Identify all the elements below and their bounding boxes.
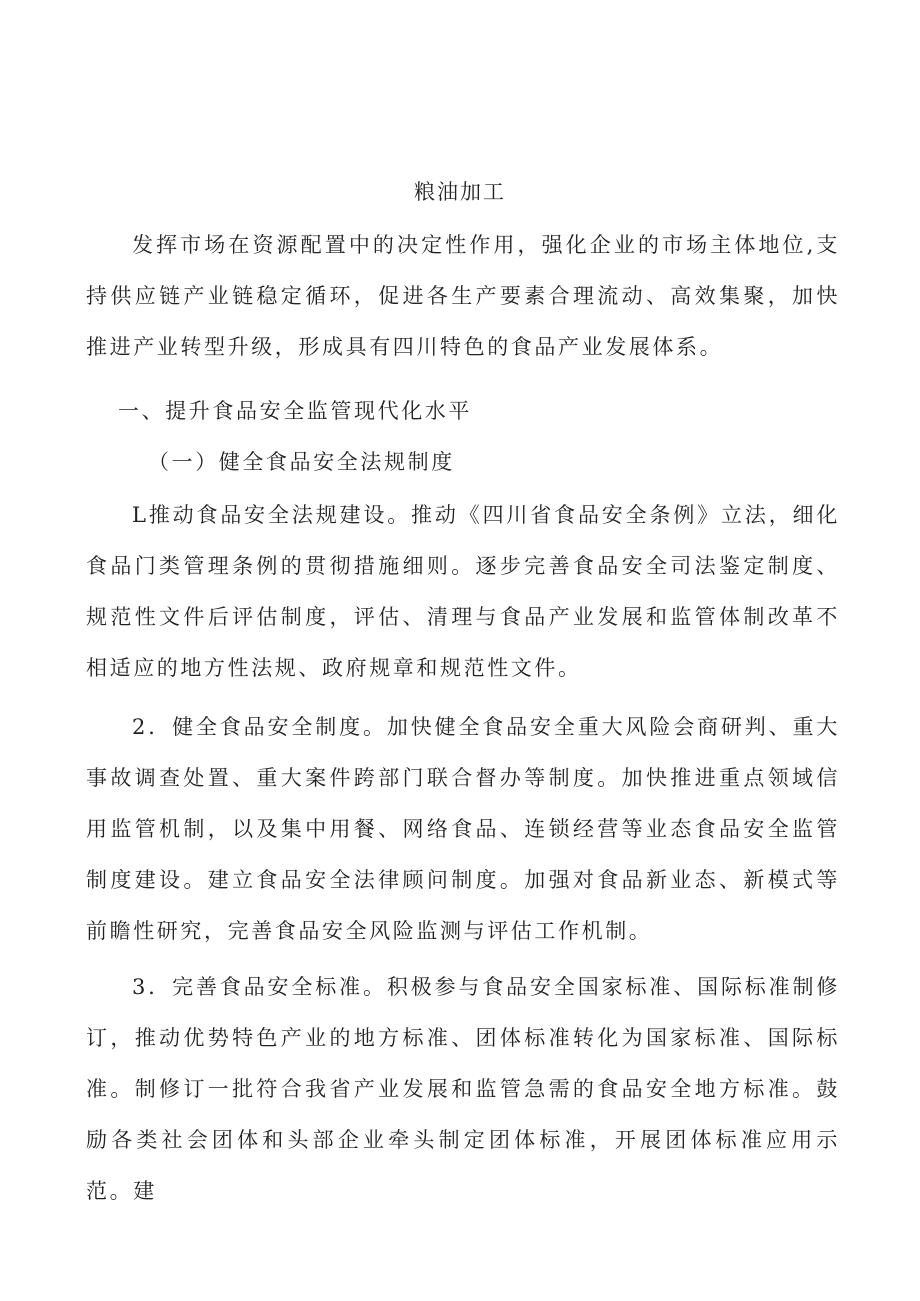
subsection-heading: （一）健全食品安全法规制度	[148, 450, 455, 474]
item-paragraph-2: 2．健全食品安全制度。加快健全食品安全重大风险会商研判、重大事故调查处置、重大案件跨部门联合督办等制度。加快推进重点领域信用监管机制，以及集中用餐、网络食品、连锁经营等业态食品安全监管制度建设。建立食品安全法律顾问制度。加强对食品新业态、新模式等前瞻性研究，完善食品安全风险监测与评估工作机制。	[86, 715, 840, 943]
item-paragraph-3: 3．完善食品安全标准。积极参与食品安全国家标准、国际标准制修订，推动优势特色产业的地方标准、团体标准转化为国家标准、国际标准。制修订一批符合我省产业发展和监管急需的食品安全地方标准。鼓励各类社会团体和头部企业牵头制定团体标准，开展团体标准应用示范。建	[86, 975, 840, 1203]
item-paragraph-1: L推动食品安全法规建设。推动《四川省食品安全条例》立法，细化食品门类管理条例的贯彻措施细则。逐步完善食品安全司法鉴定制度、规范性文件后评估制度，评估、清理与食品产业发展和监管体制改革不相适应的地方性法规、政府规章和规范性文件。	[86, 503, 840, 680]
document-title: 粮油加工	[414, 180, 506, 204]
intro-paragraph: 发挥市场在资源配置中的决定性作用，强化企业的市场主体地位,支持供应链产业链稳定循环，促进各生产要素合理流动、高效集聚，加快推进产业转型升级，形成具有四川特色的食品产业发展体系。	[86, 233, 840, 359]
section-heading: 一、提升食品安全监管现代化水平	[118, 399, 472, 423]
